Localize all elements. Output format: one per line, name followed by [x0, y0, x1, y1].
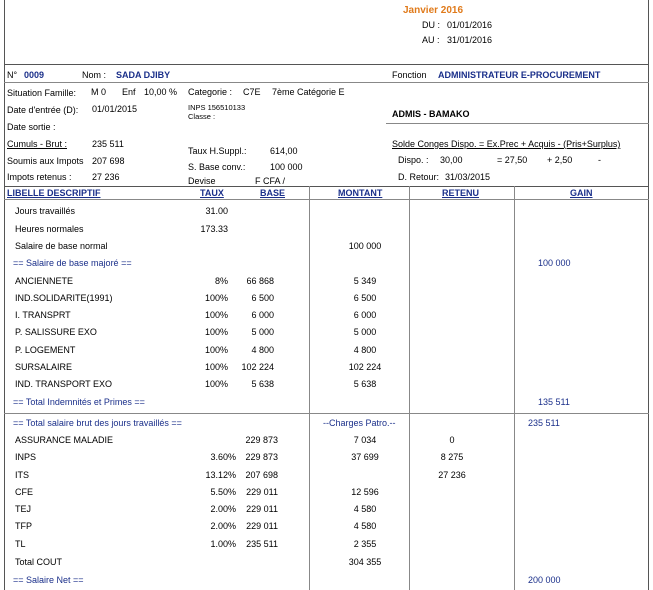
row-base: 207 698	[245, 470, 278, 480]
col-header-gain: GAIN	[570, 188, 593, 198]
brut-total-label: == Total salaire brut des jours travaillés ==	[13, 418, 182, 428]
row-montant: 37 699	[351, 452, 379, 462]
dispo-plus: + 2,50	[547, 155, 573, 165]
sortie-label: Date sortie :	[7, 122, 56, 132]
salaire-net-label: == Salaire Net ==	[13, 575, 84, 585]
row-label: TL	[15, 539, 26, 549]
col-sep-gain	[514, 186, 515, 590]
frame-left	[4, 0, 5, 590]
situation-label: Situation Famille:	[7, 88, 77, 98]
row-taux: 100%	[204, 362, 228, 372]
inps-line: INPS 156510133	[188, 103, 246, 112]
row-montant: 100 000	[348, 241, 382, 251]
col-header-base: BASE	[260, 188, 286, 198]
col-header-libelle: LIBELLE DESCRIPTIF	[7, 188, 101, 198]
row-taux: 3.60%	[210, 452, 236, 462]
row-label: ASSURANCE MALADIE	[15, 435, 114, 445]
col-sep-retenu	[409, 186, 410, 590]
row-base: 229 873	[245, 452, 278, 462]
row-label: ANCIENNETE	[15, 276, 74, 286]
soumis-label: Soumis aux Impots	[7, 156, 84, 166]
row-montant: 4 580	[353, 504, 377, 514]
row-montant: 6 000	[353, 310, 377, 320]
cumuls-label: Cumuls - Brut :	[7, 139, 68, 149]
row-label: TFP	[15, 521, 32, 531]
row-base: 235 511	[246, 539, 278, 549]
row-taux: 2.00%	[210, 521, 236, 531]
row-base: 229 873	[245, 435, 278, 445]
row-base: 4 800	[251, 345, 274, 355]
row-label: Jours travaillés	[15, 206, 76, 216]
row-taux: 1.00%	[210, 539, 236, 549]
entree-label: Date d'entrée (D):	[7, 105, 79, 115]
row-montant: 4 800	[353, 345, 377, 355]
period-au-value: 31/01/2016	[447, 35, 493, 45]
row-base: 5 638	[251, 379, 274, 389]
categorie-label: Categorie :	[188, 87, 233, 97]
col-header-montant: MONTANT	[338, 188, 383, 198]
solde-conges-label: Solde Conges Dispo. = Ex.Prec + Acquis - (Pris+Surplus)	[392, 139, 621, 149]
cumuls-value: 235 511	[92, 139, 124, 149]
dispo-eq: = 27,50	[497, 155, 528, 165]
classe-label: Classe :	[188, 112, 216, 121]
period-title: Janvier 2016	[403, 5, 464, 16]
row-montant: 6 500	[353, 293, 377, 303]
employee-nom-value: SADA DJIBY	[116, 70, 171, 80]
retour-value: 31/03/2015	[445, 172, 491, 182]
col-header-retenu: RETENU	[442, 188, 480, 198]
taux-hsup-label: Taux H.Suppl.:	[188, 146, 247, 156]
sbase-value: 100 000	[270, 162, 303, 172]
retour-label: D. Retour:	[398, 172, 440, 182]
table-header-top	[4, 186, 649, 187]
sbase-label: S. Base conv.:	[188, 162, 246, 172]
row-taux: 100%	[204, 310, 228, 320]
row-taux: 13.12%	[205, 470, 236, 480]
row-label: INPS	[15, 452, 37, 462]
row-taux: 100%	[204, 293, 228, 303]
row-label: IND. TRANSPORT EXO	[15, 379, 113, 389]
row-taux: 2.00%	[210, 504, 236, 514]
row-taux: 100%	[204, 379, 228, 389]
period-du-value: 01/01/2016	[447, 20, 493, 30]
dispo-value: 30,00	[440, 155, 463, 165]
row-label: == Salaire de base majoré ==	[13, 258, 132, 268]
dispo-label: Dispo. :	[398, 155, 429, 165]
entree-value: 01/01/2015	[92, 104, 138, 114]
row-label: P. LOGEMENT	[15, 345, 76, 355]
row-montant: 5 000	[353, 327, 377, 337]
employee-fonction-value: ADMINISTRATEUR E-PROCUREMENT	[438, 70, 601, 80]
row-montant: 4 580	[353, 521, 377, 531]
col-header-taux: TAUX	[200, 188, 224, 198]
row-montant: 12 596	[351, 487, 379, 497]
row-label: P. SALISSURE EXO	[15, 327, 97, 337]
row-label: SURSALAIRE	[15, 362, 73, 372]
row-base: 6 000	[251, 310, 274, 320]
employee-no-value: 0009	[24, 70, 45, 80]
row-taux: 100%	[204, 345, 228, 355]
row-base: 229 011	[246, 504, 278, 514]
taux-hsup-value: 614,00	[270, 146, 298, 156]
row-montant: 304 355	[348, 557, 382, 567]
row-retenu: 8 275	[440, 452, 464, 462]
categorie-code: C7E	[243, 87, 261, 97]
col-sep-montant	[309, 186, 310, 590]
situation-value: M 0	[91, 87, 107, 97]
row-retenu: 27 236	[438, 470, 466, 480]
impots-value: 27 236	[92, 172, 120, 182]
categorie-value: 7ème Catégorie E	[272, 87, 345, 97]
dispo-minus: -	[598, 155, 601, 165]
location-value: ADMIS - BAMAKO	[392, 109, 470, 119]
row-montant: 2 355	[353, 539, 377, 549]
frame-top-divider	[4, 64, 649, 65]
row-label: ITS	[15, 470, 30, 480]
row-retenu: 0	[449, 435, 455, 445]
row-label: Heures normales	[15, 224, 84, 234]
soumis-value: 207 698	[92, 156, 125, 166]
info-divider-1	[4, 82, 649, 83]
info-divider-2	[386, 123, 649, 124]
row-taux: 173.33	[200, 224, 228, 234]
row-montant: 5 349	[353, 276, 377, 286]
devise-value: F CFA /	[255, 176, 286, 186]
row-gain: 135 511	[538, 397, 570, 407]
devise-label: Devise	[188, 176, 216, 186]
charges-patro-label: --Charges Patro.--	[323, 418, 396, 428]
row-base: 6 500	[251, 293, 274, 303]
table-header-bottom	[4, 199, 649, 200]
row-label: CFE	[15, 487, 33, 497]
employee-no-label: N°	[7, 70, 18, 80]
impots-label: Impots retenus :	[7, 172, 72, 182]
section-divider-1	[4, 413, 649, 414]
row-gain: 100 000	[538, 258, 571, 268]
salaire-net-gain: 200 000	[528, 575, 561, 585]
period-au-label: AU :	[422, 35, 440, 45]
row-base: 229 011	[246, 487, 278, 497]
brut-total-gain: 235 511	[528, 418, 560, 428]
row-montant: 7 034	[353, 435, 377, 445]
row-label: TEJ	[15, 504, 32, 514]
row-montant: 102 224	[348, 362, 382, 372]
row-taux: 8%	[214, 276, 228, 286]
row-label: Salaire de base normal	[15, 241, 108, 251]
row-label: Total COUT	[15, 557, 63, 567]
row-label: == Total Indemnités et Primes ==	[13, 397, 145, 407]
row-taux: 5.50%	[210, 487, 236, 497]
enf-label: Enf	[122, 87, 136, 97]
period-du-label: DU :	[422, 20, 440, 30]
enf-value: 10,00 %	[144, 87, 178, 97]
employee-nom-label: Nom :	[82, 70, 107, 80]
row-base: 5 000	[251, 327, 274, 337]
row-base: 229 011	[246, 521, 278, 531]
row-label: IND.SOLIDARITE(1991)	[15, 293, 113, 303]
row-taux: 31.00	[205, 206, 228, 216]
row-label: I. TRANSPRT	[15, 310, 71, 320]
employee-fonction-label: Fonction	[392, 70, 427, 80]
row-montant: 5 638	[353, 379, 377, 389]
row-base: 102 224	[241, 362, 274, 372]
row-taux: 100%	[204, 327, 228, 337]
row-base: 66 868	[246, 276, 274, 286]
frame-right	[648, 0, 649, 590]
